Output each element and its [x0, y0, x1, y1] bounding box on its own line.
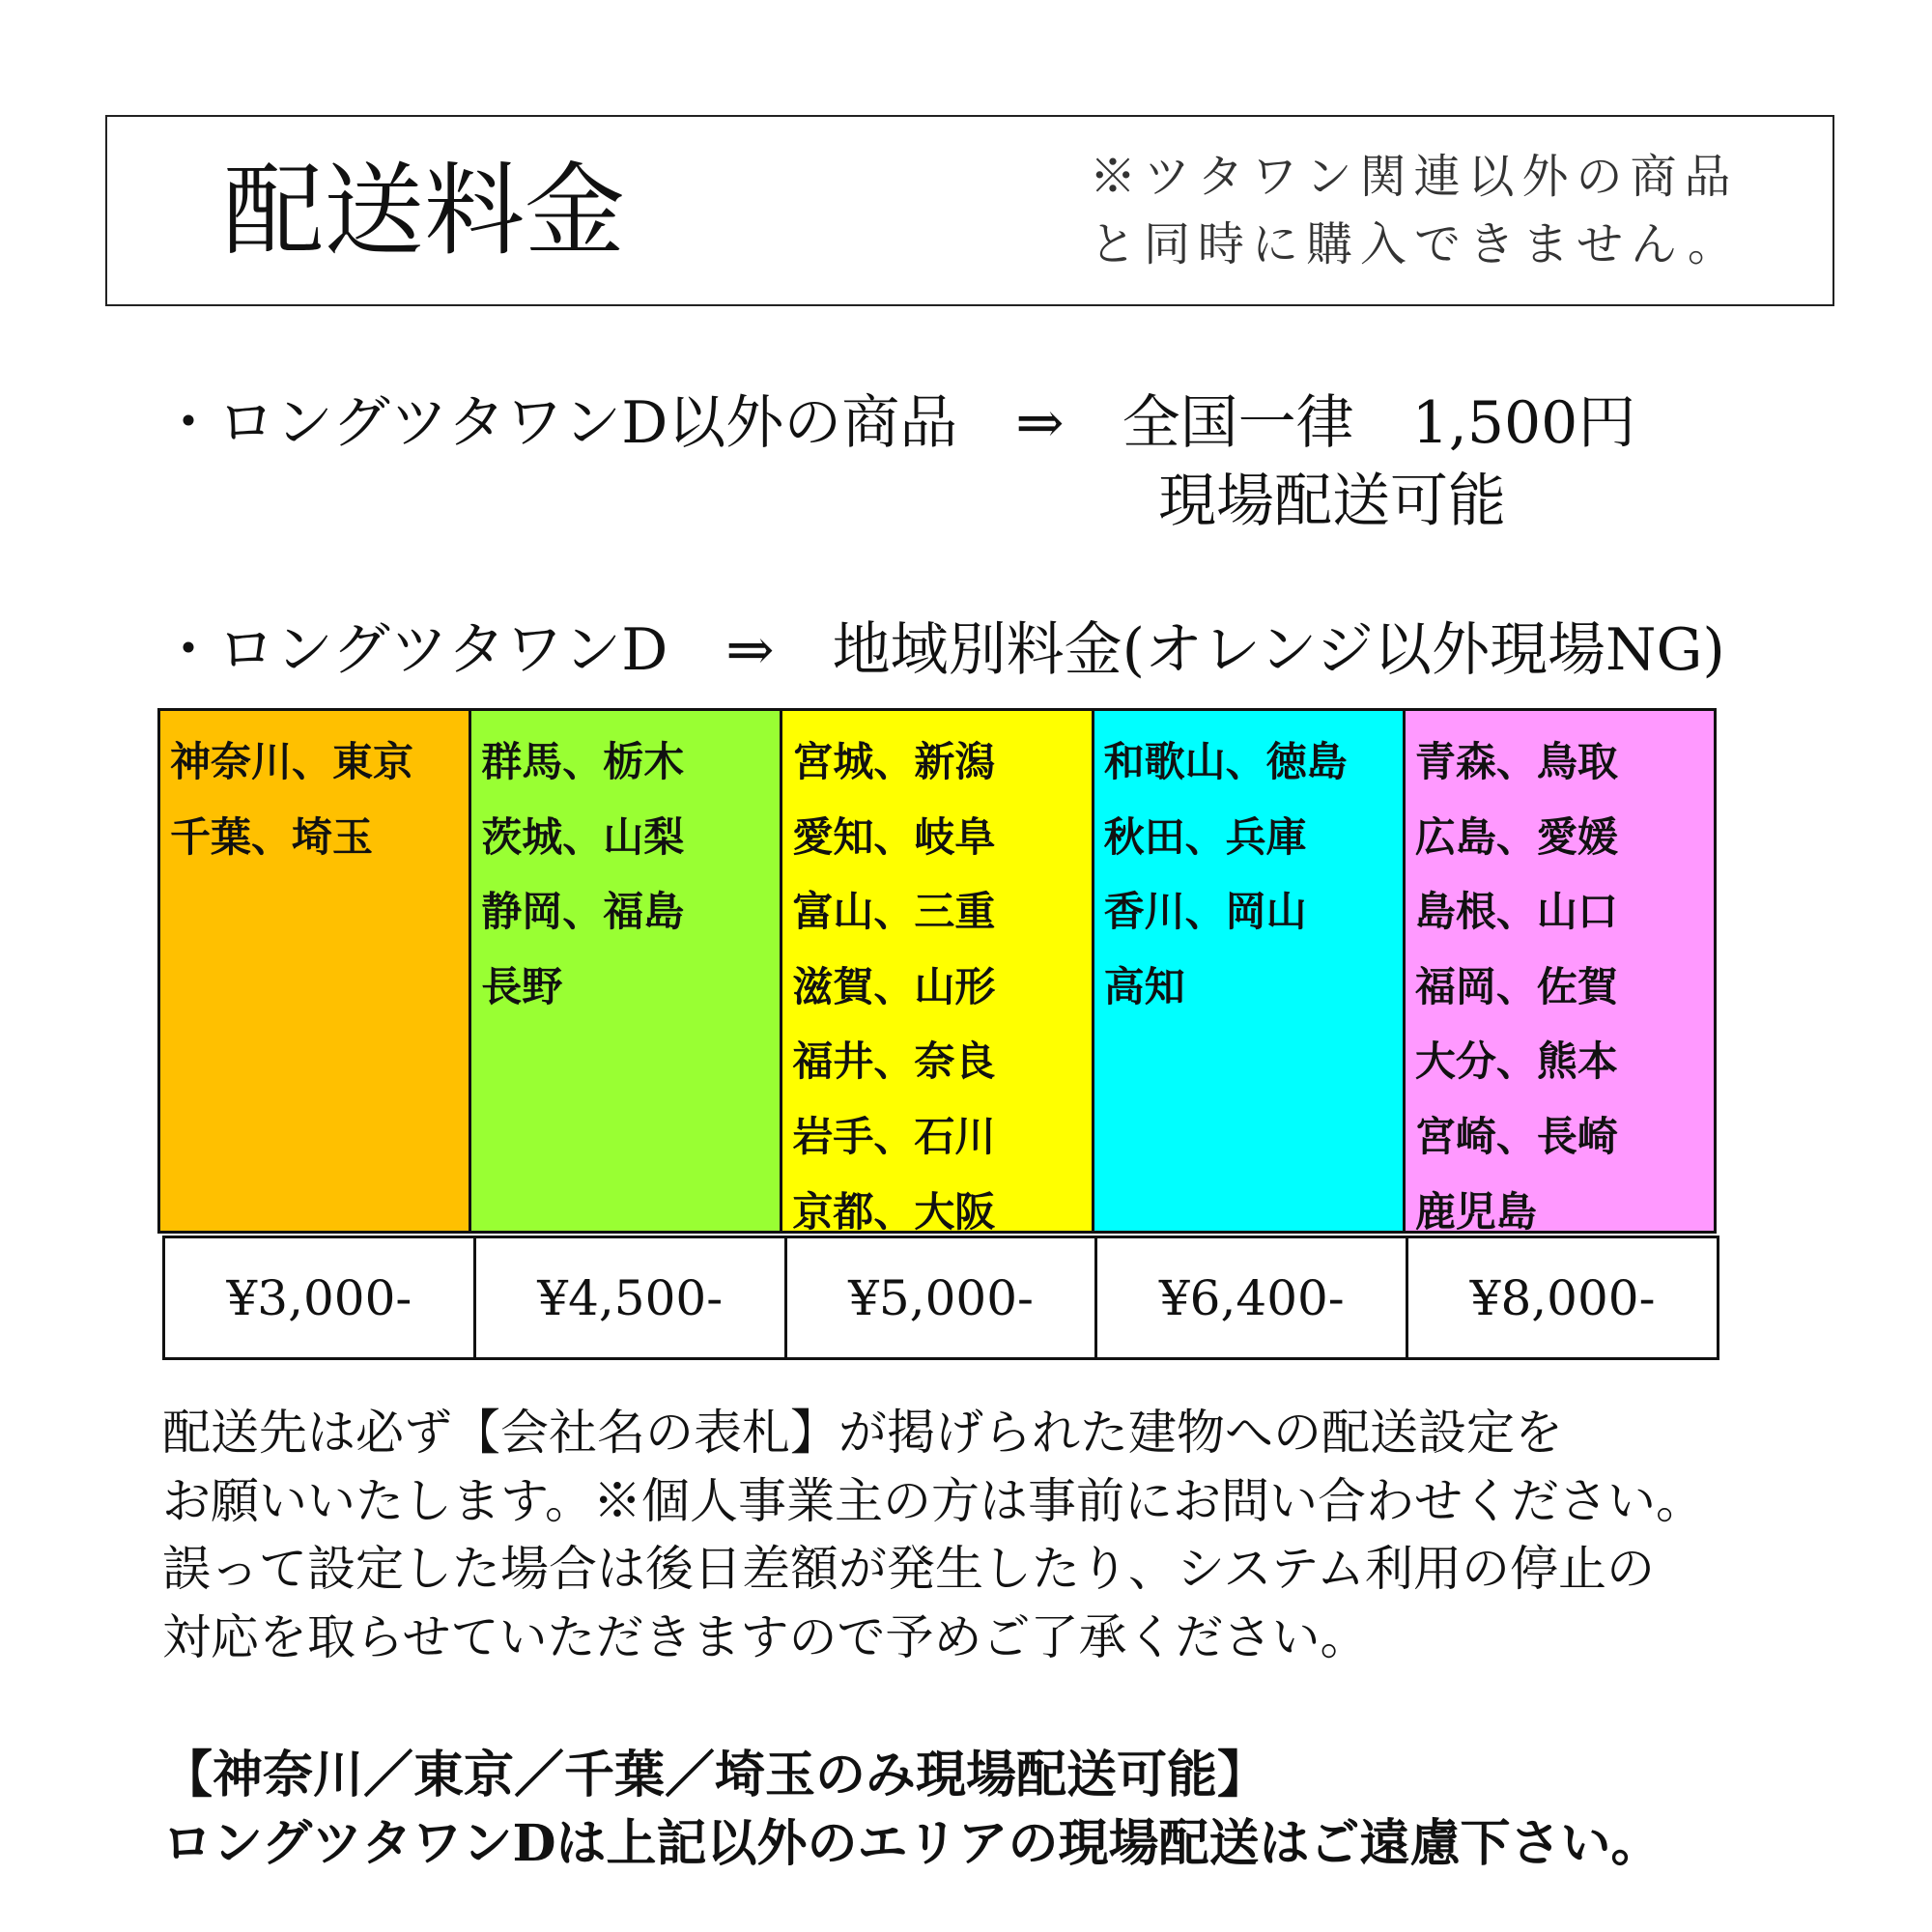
- rule-flat-rate: ・ロングツタワンD以外の商品 ⇒ 全国一律 1,500円: [159, 389, 1636, 457]
- region-table: [157, 708, 1717, 1234]
- region-cell: 岩手、石川: [792, 1112, 996, 1160]
- notice-line-2: お願いいたします。※個人事業主の方は事前にお問い合わせください。: [162, 1473, 1704, 1529]
- region-cell: 大分、熊本: [1414, 1037, 1618, 1086]
- region-cell: 滋賀、山形: [792, 962, 996, 1010]
- region-cell: 千葉、埼玉: [170, 812, 374, 861]
- zone-column: [160, 711, 471, 1231]
- region-cell: 宮崎、長崎: [1414, 1112, 1618, 1160]
- region-cell: 茨城、山梨: [481, 812, 685, 861]
- region-cell: 島根、山口: [1414, 888, 1618, 936]
- region-cell: 広島、愛媛: [1414, 812, 1618, 861]
- zone-column: [471, 711, 782, 1231]
- region-cell: 長野: [481, 962, 563, 1010]
- notice-line-3: 誤って設定した場合は後日差額が発生したり、システム利用の停止の: [162, 1541, 1655, 1597]
- region-cell: 富山、三重: [792, 888, 996, 936]
- region-cell: 和歌山、徳島: [1103, 738, 1348, 785]
- notice-line-1: 配送先は必ず【会社名の表札】が掲げられた建物への配送設定を: [162, 1405, 1563, 1461]
- emphasis-line-1: 【神奈川／東京／千葉／埼玉のみ現場配送可能】: [162, 1746, 1268, 1804]
- header-note-line-1: ※ツタワン関連以外の商品: [1090, 150, 1739, 204]
- rule-regional: ・ロングツタワンD ⇒ 地域別料金(オレンジ以外現場NG): [159, 616, 1725, 684]
- notice-line-4: 対応を取らせていただきますので予めご了承ください。: [162, 1609, 1369, 1665]
- zone-column: [782, 711, 1094, 1236]
- region-cell: 高知: [1103, 962, 1185, 1010]
- zone-price: ¥8,000-: [1469, 1269, 1656, 1326]
- region-cell: 愛知、岐阜: [792, 812, 996, 861]
- region-cell: 京都、大阪: [792, 1187, 996, 1236]
- page-title: 配送料金: [223, 152, 626, 270]
- zone-price: ¥6,400-: [1097, 1238, 1408, 1357]
- zone-price: ¥5,000-: [787, 1238, 1098, 1357]
- region-cell: 神奈川、東京: [170, 738, 414, 785]
- region-cell: 香川、岡山: [1103, 888, 1307, 936]
- region-cell: 秋田、兵庫: [1103, 812, 1307, 861]
- zone-price: ¥3,000-: [165, 1238, 476, 1357]
- region-cell: 静岡、福島: [481, 888, 685, 936]
- zone-column: [1406, 711, 1714, 1236]
- rule-flat-rate-sub: 現場配送可能: [1158, 468, 1506, 535]
- header-note-line-2: と同時に購入できません。: [1090, 217, 1742, 271]
- region-cell: 福岡、佐賀: [1414, 962, 1618, 1010]
- region-cell: 鹿児島: [1414, 1187, 1537, 1236]
- region-cell: 宮城、新潟: [792, 738, 996, 785]
- zone-price: ¥4,500-: [476, 1238, 787, 1357]
- price-row: [162, 1236, 1719, 1360]
- zone-column: [1094, 711, 1406, 1231]
- region-cell: 青森、鳥取: [1414, 738, 1618, 785]
- emphasis-line-2: ロングツタワンDは上記以外のエリアの現場配送はご遠慮下さい。: [162, 1814, 1662, 1873]
- region-cell: 福井、奈良: [792, 1037, 996, 1086]
- region-cell: 群馬、栃木: [481, 738, 685, 785]
